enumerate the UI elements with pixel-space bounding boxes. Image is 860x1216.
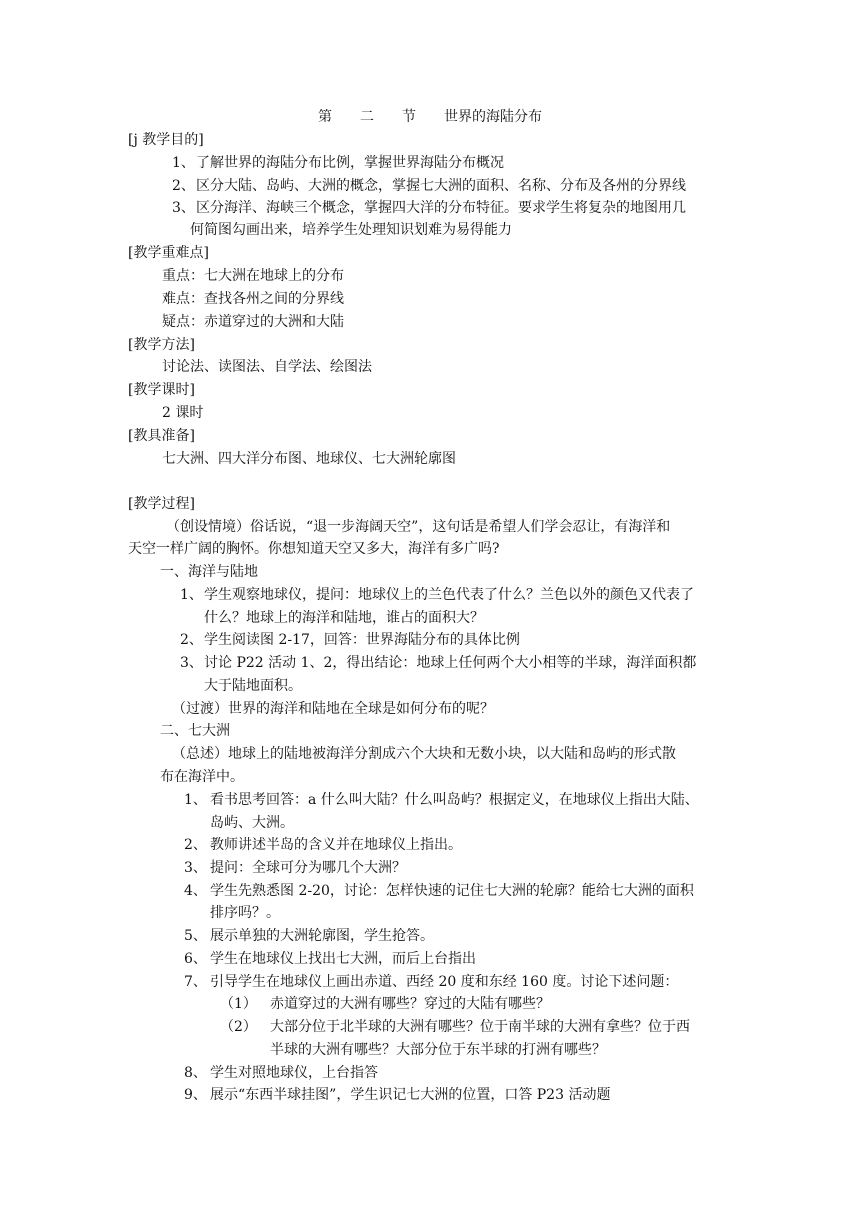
methods-text: 讨论法、读图法、自学法、绘图法	[162, 359, 372, 375]
part2-item-4-text: 学生先熟悉图 2-20，讨论：怎样快速的记住七大洲的轮廓？能给七大洲的面积	[210, 883, 694, 899]
part1-item-1-num: 1、	[180, 587, 203, 603]
objective-3-cont: 何简图勾画出来，培养学生处理知识划难为易得能力	[190, 222, 512, 238]
part2-item-9-text: 展示“东西半球挂图”，学生识记七大洲的位置，口答 P23 活动题	[210, 1087, 611, 1103]
part1-item-1-text: 学生观察地球仪，提问：地球仪上的兰色代表了什么？兰色以外的颜色又代表了	[204, 587, 694, 603]
part1-item-2-text: 学生阅读图 2-17，回答：世界海陆分布的具体比例	[204, 632, 520, 648]
title-part-2: 二	[360, 109, 374, 125]
process-intro-line-1: （创设情境）俗话说，“退一步海阔天空”，这句话是希望人们学会忍让，有海洋和	[166, 519, 671, 535]
part2-item-7-text: 引导学生在地球仪上画出赤道、西经 20 度和东经 160 度。讨论下述问题：	[210, 974, 679, 990]
part2-item-6-text: 学生在地球仪上找出七大洲，而后上台指出	[210, 951, 476, 967]
objective-3-num: 3、	[172, 200, 195, 216]
objective-1-num: 1、	[172, 155, 195, 171]
part1-heading: 一、海洋与陆地	[160, 564, 258, 580]
key-point-line: 疑点：赤道穿过的大洲和大陆	[162, 314, 344, 330]
hours-text: 2 课时	[162, 405, 204, 421]
key-point-line: 重点：七大洲在地球上的分布	[162, 268, 344, 284]
tools-heading: [教具准备]	[128, 428, 195, 444]
part1-item-3-cont: 大于陆地面积。	[204, 678, 302, 694]
objective-1-text: 了解世界的海陆分布比例，掌握世界海陆分布概况	[196, 155, 504, 171]
part2-item-2-num: 2、	[184, 837, 207, 853]
sub-item-2-num: （2）	[220, 1019, 257, 1035]
sub-item-2-text: 大部分位于北半球的大洲有哪些？位于南半球的大洲有拿些？位于西	[270, 1019, 690, 1035]
part2-item-4-num: 4、	[184, 883, 207, 899]
part2-item-5-text: 展示单独的大洲轮廓图，学生抢答。	[210, 928, 434, 944]
part1-item-1-cont: 什么？地球上的海洋和陆地，谁占的面积大？	[204, 610, 484, 626]
part1-item-3-text: 讨论 P22 活动 1、2，得出结论：地球上任何两个大小相等的半球，海洋面积都	[204, 655, 697, 671]
part2-item-7-num: 7、	[184, 974, 207, 990]
part2-item-3-num: 3、	[184, 860, 207, 876]
key-points-heading: [教学重难点]	[128, 245, 209, 261]
title-part-1: 第	[318, 109, 332, 125]
part2-item-4-cont: 排序吗？。	[210, 905, 280, 921]
part2-item-2-text: 教师讲述半岛的含义并在地球仪上指出。	[210, 837, 462, 853]
part2-item-8-num: 8、	[184, 1065, 207, 1081]
sub-item-2-cont: 半球的大洲有哪些？大部分位于东半球的打洲有哪些？	[270, 1042, 606, 1058]
part2-item-5-num: 5、	[184, 928, 207, 944]
objectives-heading: [j 教学目的]	[128, 132, 204, 148]
hours-heading: [教学课时]	[128, 382, 195, 398]
part2-item-6-num: 6、	[184, 951, 207, 967]
sub-item-1-text: 赤道穿过的大洲有哪些？穿过的大陆有哪些？	[270, 996, 550, 1012]
part2-item-8-text: 学生对照地球仪，上台指答	[210, 1065, 378, 1081]
part2-item-1-text: 看书思考回答：a 什么叫大陆？什么叫岛屿？根据定义，在地球仪上指出大陆、	[210, 792, 699, 808]
part2-item-1-cont: 岛屿、大洲。	[210, 815, 294, 831]
part1-transition: （过渡）世界的海洋和陆地在全球是如何分布的呢？	[172, 701, 494, 717]
part2-summary-line-1: （总述）地球上的陆地被海洋分割成六个大块和无数小块，以大陆和岛屿的形式散	[172, 746, 676, 762]
part2-item-9-num: 9、	[184, 1087, 207, 1103]
tools-text: 七大洲、四大洋分布图、地球仪、七大洲轮廓图	[162, 451, 456, 467]
part2-summary-line-2: 布在海洋中。	[160, 769, 244, 785]
objective-2-num: 2、	[172, 178, 195, 194]
title-part-4: 世界的海陆分布	[444, 109, 542, 125]
part2-item-1-num: 1、	[184, 792, 207, 808]
part1-item-3-num: 3、	[180, 655, 203, 671]
objective-3-text: 区分海洋、海峡三个概念，掌握四大洋的分布特征。要求学生将复杂的地图用几	[196, 200, 686, 216]
part2-heading: 二、七大洲	[160, 723, 230, 739]
page-title	[0, 108, 860, 126]
part2-item-3-text: 提问：全球可分为哪几个大洲？	[210, 860, 406, 876]
process-intro-line-2: 天空一样广阔的胸怀。你想知道天空又多大，海洋有多广吗?	[128, 541, 500, 557]
sub-item-1-num: （1）	[220, 996, 257, 1012]
part1-item-2-num: 2、	[180, 632, 203, 648]
methods-heading: [教学方法]	[128, 337, 195, 353]
objective-2-text: 区分大陆、岛屿、大洲的概念，掌握七大洲的面积、名称、分布及各州的分界线	[196, 178, 686, 194]
process-heading: [教学过程]	[128, 496, 195, 512]
key-point-line: 难点：查找各州之间的分界线	[162, 291, 344, 307]
title-part-3: 节	[402, 109, 416, 125]
